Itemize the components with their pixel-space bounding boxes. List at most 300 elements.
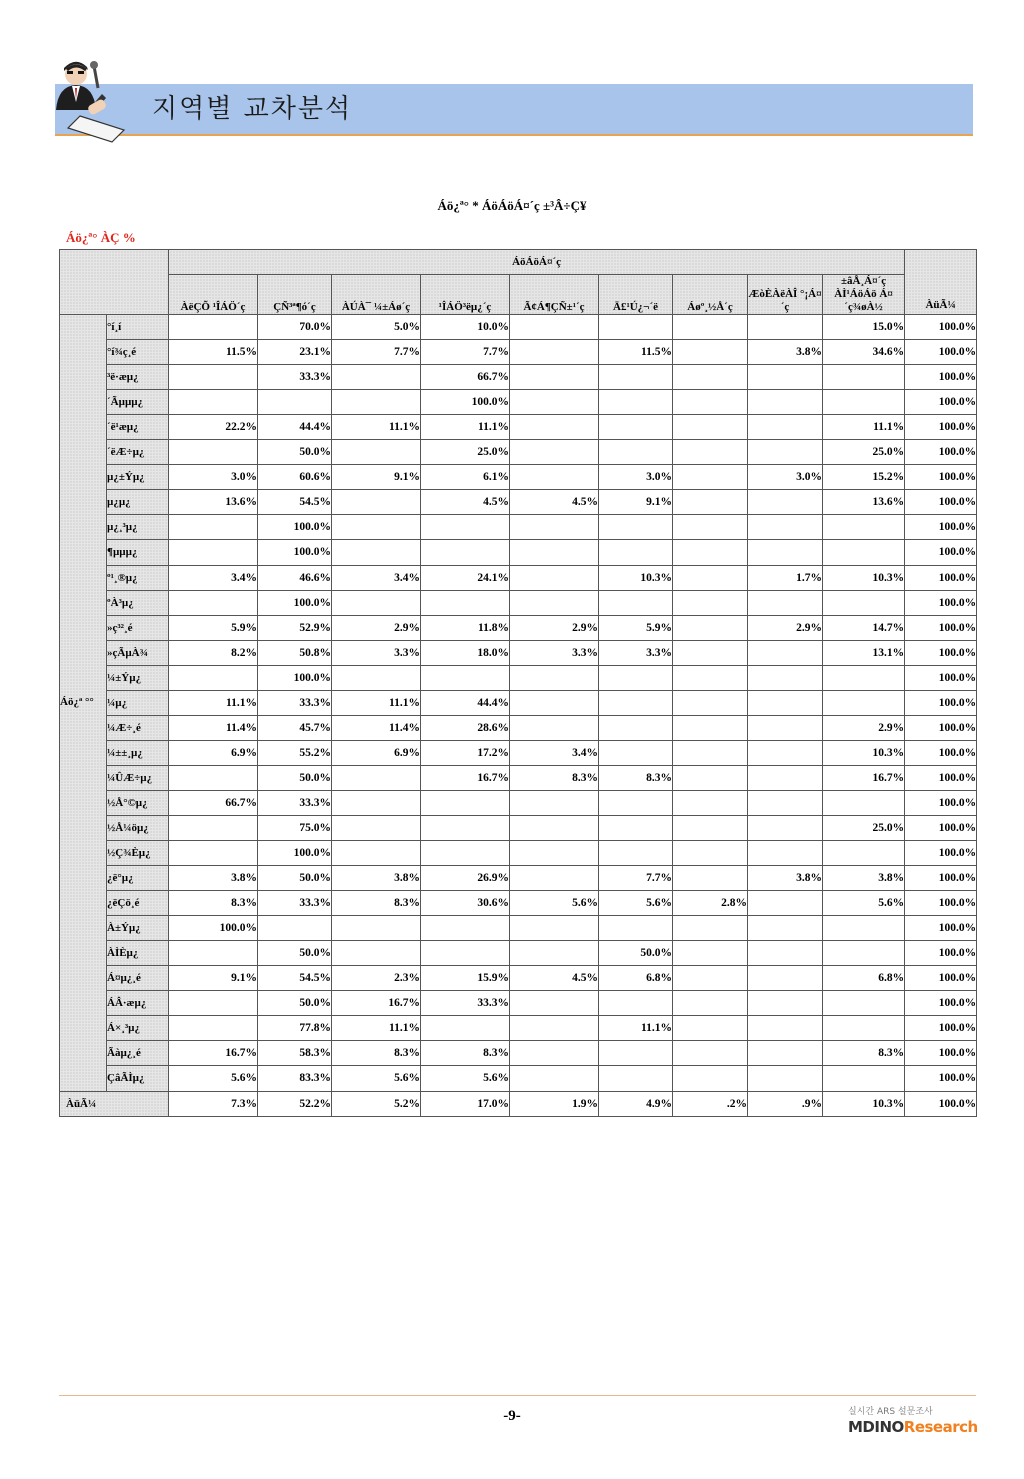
table-cell: 2.3%	[332, 966, 421, 991]
table-cell: 100.0%	[905, 1066, 977, 1091]
table-cell: 33.3%	[258, 365, 332, 390]
column-header: Áøº¸½Å´ç	[673, 275, 748, 315]
table-cell: 10.0%	[421, 315, 510, 340]
table-cell: 3.8%	[332, 866, 421, 891]
table-cell: 6.9%	[332, 740, 421, 765]
table-cell	[748, 690, 823, 715]
table-row	[60, 415, 977, 440]
table-cell	[510, 841, 599, 866]
table-cell: 100.0%	[258, 590, 332, 615]
table-cell: 100.0%	[905, 640, 977, 665]
table-cell	[673, 916, 748, 941]
table-cell	[332, 540, 421, 565]
table-cell	[748, 515, 823, 540]
table-cell: 28.6%	[421, 715, 510, 740]
table-cell: 16.7%	[169, 1041, 258, 1066]
group-header: ÁöÁöÁ¤´ç	[169, 250, 905, 275]
table-cell	[169, 365, 258, 390]
table-cell	[169, 665, 258, 690]
total-cell: 10.3%	[823, 1091, 905, 1116]
table-cell	[258, 390, 332, 415]
table-row	[60, 991, 977, 1016]
table-cell	[823, 515, 905, 540]
table-cell	[510, 340, 599, 365]
table-cell	[823, 590, 905, 615]
table-cell	[599, 365, 673, 390]
table-row	[60, 966, 977, 991]
table-cell: 11.8%	[421, 615, 510, 640]
table-cell	[599, 740, 673, 765]
row-label: ¿ëÇö¸é	[107, 891, 169, 916]
table-cell: 100.0%	[905, 1041, 977, 1066]
table-cell	[510, 690, 599, 715]
table-cell	[421, 815, 510, 840]
table-cell	[169, 390, 258, 415]
table-cell: 100.0%	[905, 565, 977, 590]
row-label: ´Ãµµµ¿	[107, 390, 169, 415]
table-cell: 34.6%	[823, 340, 905, 365]
table-cell: 13.6%	[823, 490, 905, 515]
table-cell	[169, 440, 258, 465]
table-cell	[748, 640, 823, 665]
table-row	[60, 765, 977, 790]
table-cell: 58.3%	[258, 1041, 332, 1066]
table-cell: 2.9%	[510, 615, 599, 640]
table-cell	[673, 740, 748, 765]
table-cell	[748, 1066, 823, 1091]
table-cell: 100.0%	[905, 590, 977, 615]
table-cell: 44.4%	[421, 690, 510, 715]
table-cell: 100.0%	[905, 891, 977, 916]
row-label: Ãàµ¿¸é	[107, 1041, 169, 1066]
table-cell: 3.3%	[510, 640, 599, 665]
row-label: ¿ë°µ¿	[107, 866, 169, 891]
table-cell	[748, 841, 823, 866]
table-cell	[673, 565, 748, 590]
table-row	[60, 665, 977, 690]
row-label: À±Ýµ¿	[107, 916, 169, 941]
table-cell	[748, 790, 823, 815]
table-cell	[748, 590, 823, 615]
table-cell	[599, 690, 673, 715]
table-cell	[748, 966, 823, 991]
region-group-label: Áö¿ª °°	[60, 315, 107, 1091]
table-cell: 5.6%	[599, 891, 673, 916]
table-cell: 3.4%	[169, 565, 258, 590]
table-row	[60, 515, 977, 540]
table-cell: 11.5%	[169, 340, 258, 365]
table-cell: 54.5%	[258, 490, 332, 515]
table-cell	[599, 415, 673, 440]
table-cell	[169, 841, 258, 866]
table-cell	[673, 440, 748, 465]
table-cell: 8.3%	[332, 891, 421, 916]
table-cell: 60.6%	[258, 465, 332, 490]
unit-label: Áö¿ª° ÀÇ %	[66, 230, 136, 245]
table-cell: 22.2%	[169, 415, 258, 440]
table-cell	[823, 941, 905, 966]
table-row	[60, 815, 977, 840]
table-row	[60, 465, 977, 490]
column-header: ÀÚÀ¯ ¼±Áø´ç	[332, 275, 421, 315]
table-cell: 4.5%	[510, 490, 599, 515]
table-cell: 100.0%	[905, 715, 977, 740]
table-cell: 83.3%	[258, 1066, 332, 1091]
table-cell: 8.3%	[823, 1041, 905, 1066]
table-cell: 100.0%	[421, 390, 510, 415]
table-cell	[169, 540, 258, 565]
table-cell	[823, 1016, 905, 1041]
table-cell: 8.3%	[332, 1041, 421, 1066]
table-row	[60, 640, 977, 665]
table-cell: 16.7%	[823, 765, 905, 790]
table-cell: 8.3%	[599, 765, 673, 790]
table-cell: 23.1%	[258, 340, 332, 365]
table-cell	[599, 315, 673, 340]
table-cell	[510, 916, 599, 941]
row-label: µ¿¸³µ¿	[107, 515, 169, 540]
table-cell: 45.7%	[258, 715, 332, 740]
table-cell	[599, 540, 673, 565]
row-label: º¹¸®µ¿	[107, 565, 169, 590]
table-cell	[673, 390, 748, 415]
table-cell: 11.1%	[169, 690, 258, 715]
table-cell: 100.0%	[258, 515, 332, 540]
table-cell: 100.0%	[905, 315, 977, 340]
table-cell	[332, 590, 421, 615]
table-cell: 50.8%	[258, 640, 332, 665]
table-cell: 3.0%	[169, 465, 258, 490]
table-cell: 8.2%	[169, 640, 258, 665]
page-number: -9-	[503, 1408, 521, 1424]
table-cell	[510, 941, 599, 966]
table-cell	[169, 515, 258, 540]
table-corner-cell	[60, 250, 169, 315]
table-row	[60, 740, 977, 765]
row-label: ¶µµµ¿	[107, 540, 169, 565]
table-cell: 100.0%	[905, 740, 977, 765]
column-header: Ä£¹Ú¿¬´ë	[599, 275, 673, 315]
page-title: 지역별 교차분석	[152, 94, 353, 124]
table-cell	[748, 665, 823, 690]
table-cell	[332, 390, 421, 415]
table-cell: 50.0%	[258, 941, 332, 966]
table-cell: 26.9%	[421, 866, 510, 891]
total-cell: 1.9%	[510, 1091, 599, 1116]
row-label: ¼Æ÷¸é	[107, 715, 169, 740]
table-cell: 3.3%	[332, 640, 421, 665]
table-cell: 33.3%	[258, 690, 332, 715]
table-cell: 44.4%	[258, 415, 332, 440]
table-cell: 11.5%	[599, 340, 673, 365]
table-row	[60, 690, 977, 715]
table-cell	[169, 941, 258, 966]
row-label: ¼±Ýµ¿	[107, 665, 169, 690]
brand-tagline: 실시간 ARS 설문조사	[848, 1407, 933, 1417]
table-cell: 11.4%	[169, 715, 258, 740]
table-cell	[169, 765, 258, 790]
table-cell: 24.1%	[421, 565, 510, 590]
table-cell: 100.0%	[905, 540, 977, 565]
table-cell: 77.8%	[258, 1016, 332, 1041]
column-header: ÆòÈÀëÀÎ °¡Á¤´ç	[748, 275, 823, 315]
table-cell: 1.7%	[748, 565, 823, 590]
table-row	[60, 790, 977, 815]
table-cell: 16.7%	[332, 991, 421, 1016]
table-cell: 50.0%	[258, 866, 332, 891]
table-cell: 100.0%	[905, 365, 977, 390]
table-cell	[673, 465, 748, 490]
table-cell	[510, 440, 599, 465]
table-cell	[673, 365, 748, 390]
table-cell	[510, 540, 599, 565]
table-cell: 100.0%	[905, 440, 977, 465]
table-cell	[599, 1041, 673, 1066]
table-cell	[673, 590, 748, 615]
column-header: ¹ÎÁÖ³ëµ¿´ç	[421, 275, 510, 315]
row-label: µ¿±Ýµ¿	[107, 465, 169, 490]
table-cell: 100.0%	[905, 465, 977, 490]
table-cell	[673, 815, 748, 840]
table-cell	[748, 715, 823, 740]
table-cell: 50.0%	[258, 440, 332, 465]
table-cell	[421, 540, 510, 565]
table-cell	[748, 815, 823, 840]
table-cell: 25.0%	[823, 815, 905, 840]
row-label: ÁÂ·æµ¿	[107, 991, 169, 1016]
table-cell	[510, 715, 599, 740]
table-cell	[510, 590, 599, 615]
table-cell	[169, 315, 258, 340]
table-cell: 2.8%	[673, 891, 748, 916]
table-row	[60, 891, 977, 916]
table-cell: 100.0%	[905, 866, 977, 891]
table-cell	[510, 415, 599, 440]
table-cell	[510, 465, 599, 490]
table-row	[60, 365, 977, 390]
row-label: °í¸í	[107, 315, 169, 340]
table-cell: 100.0%	[905, 991, 977, 1016]
table-cell	[823, 540, 905, 565]
table-cell: 100.0%	[905, 665, 977, 690]
row-label: ¼±±¸µ¿	[107, 740, 169, 765]
table-row	[60, 1066, 977, 1091]
table-cell	[510, 1016, 599, 1041]
table-cell	[599, 916, 673, 941]
table-cell	[332, 790, 421, 815]
table-cell	[599, 440, 673, 465]
column-header: ÀëÇÕ ¹ÎÁÖ´ç	[169, 275, 258, 315]
table-row	[60, 941, 977, 966]
table-cell	[673, 640, 748, 665]
table-cell: 3.8%	[748, 866, 823, 891]
businessman-writing-icon	[50, 58, 134, 144]
table-cell	[332, 815, 421, 840]
table-cell: 5.6%	[169, 1066, 258, 1091]
table-cell: 5.6%	[421, 1066, 510, 1091]
table-cell	[332, 916, 421, 941]
table-cell: 15.2%	[823, 465, 905, 490]
table-cell: 33.3%	[258, 891, 332, 916]
table-cell	[332, 665, 421, 690]
table-cell: 100.0%	[905, 790, 977, 815]
table-cell: 5.6%	[332, 1066, 421, 1091]
table-cell	[599, 515, 673, 540]
table-cell: 100.0%	[905, 765, 977, 790]
table-row	[60, 340, 977, 365]
row-label: ½Å°©µ¿	[107, 790, 169, 815]
table-row	[60, 916, 977, 941]
table-cell: 75.0%	[258, 815, 332, 840]
row-label: ½Å¼öµ¿	[107, 815, 169, 840]
table-cell	[673, 715, 748, 740]
row-label: ´ëÆ÷µ¿	[107, 440, 169, 465]
table-cell: 3.8%	[169, 866, 258, 891]
table-cell	[823, 365, 905, 390]
table-cell	[510, 790, 599, 815]
table-cell: 7.7%	[421, 340, 510, 365]
table-cell: 100.0%	[905, 841, 977, 866]
table-cell: 14.7%	[823, 615, 905, 640]
table-cell: 50.0%	[258, 765, 332, 790]
table-cell: 100.0%	[905, 340, 977, 365]
table-cell: 10.3%	[599, 565, 673, 590]
table-cell: 100.0%	[905, 1016, 977, 1041]
total-row-label: ÀüÃ¼	[60, 1091, 169, 1116]
table-row	[60, 315, 977, 340]
table-cell: 100.0%	[169, 916, 258, 941]
table-cell	[673, 1041, 748, 1066]
table-cell	[823, 1066, 905, 1091]
total-row	[60, 1091, 977, 1116]
table-cell	[823, 991, 905, 1016]
table-row	[60, 565, 977, 590]
table-cell	[823, 841, 905, 866]
table-cell: 13.6%	[169, 490, 258, 515]
table-cell: 4.5%	[421, 490, 510, 515]
table-cell	[510, 1041, 599, 1066]
table-cell	[510, 515, 599, 540]
table-cell	[421, 665, 510, 690]
table-cell	[748, 740, 823, 765]
table-row	[60, 841, 977, 866]
table-cell	[332, 365, 421, 390]
table-cell: 5.6%	[823, 891, 905, 916]
table-cell	[510, 866, 599, 891]
column-header: ±âÅ¸Á¤´ç ÀÌ¹ÁöÁö Á¤´ç¾øÀ½	[823, 275, 905, 315]
table-cell: 3.8%	[823, 866, 905, 891]
table-cell: 9.1%	[599, 490, 673, 515]
table-cell	[421, 515, 510, 540]
table-cell: 10.3%	[823, 565, 905, 590]
table-cell	[673, 615, 748, 640]
table-cell: 100.0%	[905, 390, 977, 415]
table-cell	[510, 365, 599, 390]
table-cell	[599, 1066, 673, 1091]
table-cell	[673, 515, 748, 540]
table-cell	[510, 565, 599, 590]
table-cell	[599, 590, 673, 615]
table-cell: 50.0%	[258, 991, 332, 1016]
table-cell	[332, 440, 421, 465]
table-cell	[599, 841, 673, 866]
table-cell	[599, 790, 673, 815]
table-cell: 11.1%	[599, 1016, 673, 1041]
row-label: ÇâÃÌµ¿	[107, 1066, 169, 1091]
table-cell	[673, 991, 748, 1016]
total-cell: 7.3%	[169, 1091, 258, 1116]
table-cell: 8.3%	[421, 1041, 510, 1066]
table-cell	[823, 665, 905, 690]
table-row	[60, 866, 977, 891]
table-cell	[421, 790, 510, 815]
table-cell: 6.8%	[823, 966, 905, 991]
table-cell	[748, 365, 823, 390]
table-cell: 5.6%	[510, 891, 599, 916]
table-cell	[510, 665, 599, 690]
row-label: »çÃµÀ¾	[107, 640, 169, 665]
brand-logo-part2: Research	[903, 1418, 978, 1436]
table-cell	[169, 590, 258, 615]
table-cell: 5.9%	[169, 615, 258, 640]
table-cell	[421, 941, 510, 966]
table-row	[60, 490, 977, 515]
table-cell: 11.1%	[332, 690, 421, 715]
row-label: µ¿µ¿	[107, 490, 169, 515]
table-cell: 25.0%	[823, 440, 905, 465]
row-label: ´ë¹æµ¿	[107, 415, 169, 440]
table-cell	[823, 790, 905, 815]
table-cell: 6.9%	[169, 740, 258, 765]
table-cell: 10.3%	[823, 740, 905, 765]
table-cell: 55.2%	[258, 740, 332, 765]
table-cell: 100.0%	[905, 966, 977, 991]
table-cell: 2.9%	[823, 715, 905, 740]
table-cell: 17.2%	[421, 740, 510, 765]
table-cell	[169, 991, 258, 1016]
table-cell	[599, 390, 673, 415]
table-cell	[673, 941, 748, 966]
table-cell: 100.0%	[258, 540, 332, 565]
total-cell: .2%	[673, 1091, 748, 1116]
table-cell	[748, 315, 823, 340]
table-cell: 13.1%	[823, 640, 905, 665]
table-cell	[748, 991, 823, 1016]
table-cell: 4.5%	[510, 966, 599, 991]
table-cell	[673, 690, 748, 715]
brand-logo-part1: MDINO	[848, 1418, 904, 1436]
total-cell: .9%	[748, 1091, 823, 1116]
table-cell	[673, 665, 748, 690]
row-label: ½Ç¾Èµ¿	[107, 841, 169, 866]
total-cell: 4.9%	[599, 1091, 673, 1116]
table-cell	[332, 515, 421, 540]
table-cell	[748, 1041, 823, 1066]
table-cell	[673, 1066, 748, 1091]
table-cell	[332, 490, 421, 515]
row-label: ¼ÛÆ÷µ¿	[107, 765, 169, 790]
table-cell	[510, 815, 599, 840]
table-row	[60, 615, 977, 640]
table-cell	[599, 665, 673, 690]
row-label: »ç³²¸é	[107, 615, 169, 640]
table-cell	[421, 841, 510, 866]
table-cell: 3.8%	[748, 340, 823, 365]
row-label: ¼µ¿	[107, 690, 169, 715]
table-cell: 18.0%	[421, 640, 510, 665]
table-cell: 33.3%	[258, 790, 332, 815]
table-cell	[169, 1016, 258, 1041]
